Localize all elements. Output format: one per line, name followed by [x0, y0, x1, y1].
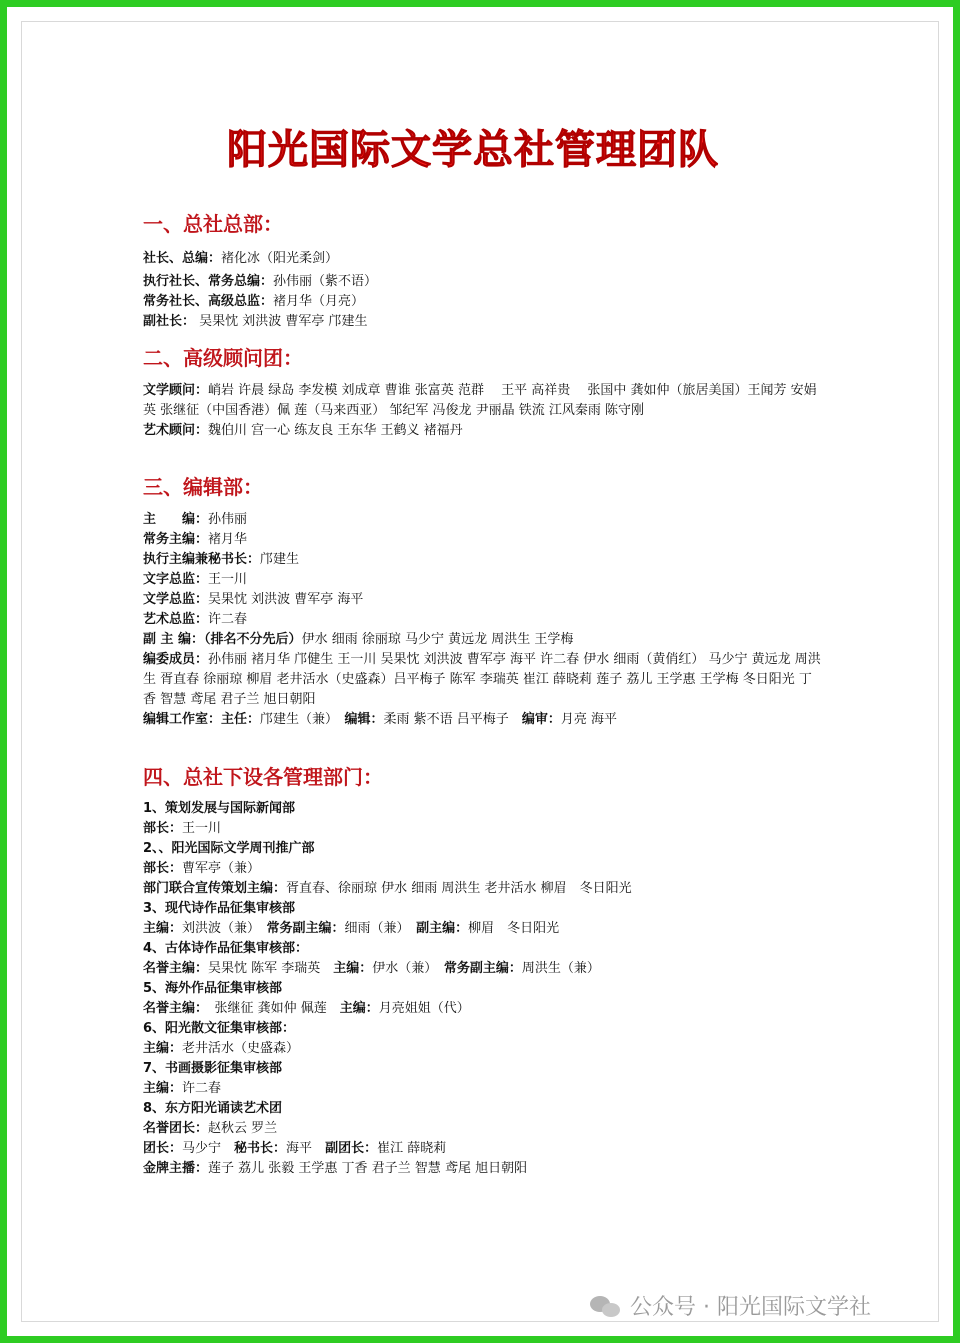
row — [143, 1039, 823, 1059]
row-label: 执行社长、常务总编： — [143, 274, 274, 289]
row-label: 主编： — [339, 1001, 379, 1016]
row-label: 常务副主编： — [443, 961, 522, 976]
page-title: 阳光国际文学总社管理团队 — [227, 127, 719, 173]
row-text: 崔江 薛晓莉 — [377, 1141, 447, 1156]
row-label: 主编： — [333, 961, 373, 976]
row — [143, 590, 823, 610]
row-text: 峭岩 许晨 绿岛 李发模 刘成章 曹谁 张富英 范群 王平 高祥贵 张国中 龚如仲（旅居美国）王闻芳 安娟英 张继征（中国香港）佩 莲（马来西亚） 邹纪军 冯俊龙 尹丽晶 铁流 江风秦雨 陈守刚 — [143, 383, 817, 418]
row-label: 7、书画摄影征集审核部 — [143, 1061, 283, 1076]
row-text: 魏伯川 宫一心 练友良 王东华 王鹤义 褚福丹 — [208, 423, 463, 438]
row-label: 编委成员： — [143, 652, 209, 667]
row-label: 秘书长： — [234, 1141, 287, 1156]
row-text: 褚化冰（阳光柔剑） — [221, 251, 339, 266]
row — [143, 979, 823, 999]
row-text: 细雨（兼） — [344, 921, 417, 936]
row-label: 副社长： — [143, 314, 196, 329]
row-label: 8、东方阳光诵读艺术团 — [143, 1101, 283, 1116]
row — [143, 899, 823, 919]
row — [143, 292, 823, 312]
section-heading-3: 三、编辑部： — [143, 475, 263, 499]
row-label: 社长、总编： — [143, 251, 222, 266]
section-1-block — [143, 249, 823, 332]
row-text: 赵秋云 罗兰 — [208, 1121, 278, 1136]
row — [143, 879, 823, 899]
row-label: 文字总监： — [143, 572, 209, 587]
row-label: 部长： — [143, 861, 183, 876]
row-text: 莲子 荔儿 张毅 王学惠 丁香 君子兰 智慧 鸢尾 旭日朝阳 — [208, 1161, 528, 1176]
row-text: 伊水（兼） — [372, 961, 444, 976]
row-text: 吴果忱 陈军 李瑞英 — [208, 961, 334, 976]
row-text: 老井活水（史盛森） — [182, 1041, 300, 1056]
row — [143, 312, 823, 332]
row-label: 4、古体诗作品征集审核部： — [143, 941, 309, 956]
section-heading-1: 一、总社总部： — [143, 212, 283, 236]
row-text: 吴果忱 刘洪波 曹军亭 邝建生 — [195, 314, 368, 329]
row-text: 吴果忱 刘洪波 曹军亭 海平 — [208, 592, 364, 607]
row-text: 柳眉 冬日阳光 — [468, 921, 560, 936]
row-label: 名誉主编： — [143, 961, 209, 976]
row-text: 王一川 — [182, 821, 222, 836]
row-text: 邝建生 — [260, 552, 300, 567]
row — [143, 1139, 823, 1159]
row-text: 王一川 — [208, 572, 248, 587]
section-3-block — [143, 510, 823, 730]
row-label: 2、、阳光国际文学周刊推广部 — [143, 841, 315, 856]
row-text: 孙伟丽 褚月华 邝健生 王一川 吴果忱 刘洪波 曹军亭 海平 许二春 伊水 细雨（黄俏红） 马少宁 黄远龙 周洪生 胥直春 徐丽琼 柳眉 老井活水（史盛森）吕平梅子 陈军 李瑞英 崔江 薛晓莉 莲子 荔儿 王学惠 王学梅 冬日阳光 丁香 智慧 鸢尾 君子兰 旭日朝阳 — [143, 652, 821, 707]
row-text: 许二春 — [208, 612, 248, 627]
row-text: 许二春 — [182, 1081, 222, 1096]
row — [143, 839, 823, 859]
row — [143, 510, 823, 530]
row-text: 孙伟丽 — [208, 512, 248, 527]
row-label: 艺术总监： — [143, 612, 209, 627]
row-label: 编审： — [521, 712, 561, 727]
wechat-icon — [590, 1294, 622, 1318]
row-label: 部长： — [143, 821, 183, 836]
row-text: 褚月华 — [208, 532, 248, 547]
row-label: 副主编： — [416, 921, 469, 936]
row-label: 5、海外作品征集审核部 — [143, 981, 283, 996]
row-label: 编辑： — [344, 712, 384, 727]
row-text: 曹军亭（兼） — [182, 861, 261, 876]
row-label: 主编： — [143, 921, 183, 936]
row-text: 刘洪波（兼） — [182, 921, 267, 936]
row — [143, 1019, 823, 1039]
row-label: 6、阳光散文征集审核部： — [143, 1021, 296, 1036]
row-label: 编辑工作室：主任： — [143, 712, 261, 727]
row — [143, 939, 823, 959]
section-heading-4: 四、总社下设各管理部门： — [143, 765, 383, 789]
row — [143, 959, 823, 979]
row-text: 马少宁 — [182, 1141, 235, 1156]
row-text: 海平 — [286, 1141, 326, 1156]
section-heading-2: 二、高级顾问团： — [143, 346, 303, 370]
row-label: 团长： — [143, 1141, 183, 1156]
row-label: 1、策划发展与国际新闻部 — [143, 801, 296, 816]
row-label: 副 主 编：（排名不分先后） — [143, 632, 302, 647]
row — [143, 570, 823, 590]
row-text: 邝建生（兼） — [260, 712, 345, 727]
row-text: 周洪生（兼） — [521, 961, 600, 976]
row-label: 副团长： — [325, 1141, 378, 1156]
row-text: 胥直春、徐丽琼 伊水 细雨 周洪生 老井活水 柳眉 冬日阳光 — [286, 881, 632, 896]
row — [143, 650, 823, 710]
section-2-block — [143, 381, 823, 441]
row-label: 常务副主编： — [266, 921, 345, 936]
row — [143, 610, 823, 630]
row-label: 名誉主编： — [143, 1001, 202, 1016]
row-label: 常务社长、高级总监： — [143, 294, 274, 309]
row-text: 月亮姐姐（代） — [378, 1001, 470, 1016]
watermark — [590, 1290, 871, 1321]
row — [143, 421, 823, 441]
row-label: 常务主编： — [143, 532, 209, 547]
row — [143, 272, 823, 292]
row-label: 主 编： — [143, 512, 209, 527]
row — [143, 919, 823, 939]
row-label: 文学顾问： — [143, 383, 209, 398]
row — [143, 710, 823, 730]
row-text: 孙伟丽（紫不语） — [273, 274, 378, 289]
row — [143, 630, 823, 650]
row-label: 艺术顾问： — [143, 423, 209, 438]
row — [143, 1059, 823, 1079]
row-text: 张继征 龚如仲 佩莲 — [201, 1001, 340, 1016]
row — [143, 799, 823, 819]
row-text: 伊水 细雨 徐丽琼 马少宁 黄远龙 周洪生 王学梅 — [301, 632, 574, 647]
row-label: 3、现代诗作品征集审核部 — [143, 901, 296, 916]
row — [143, 381, 823, 421]
section-4-block — [143, 799, 823, 1179]
row-text: 柔雨 紫不语 吕平梅子 — [383, 712, 522, 727]
row — [143, 999, 823, 1019]
row-text: 褚月华（月亮） — [273, 294, 365, 309]
row — [143, 1119, 823, 1139]
row — [143, 1159, 823, 1179]
row-text: 月亮 海平 — [560, 712, 617, 727]
watermark-text: 公众号 · 阳光国际文学社 — [630, 1295, 871, 1320]
row-label: 文学总监： — [143, 592, 209, 607]
row — [143, 530, 823, 550]
row-label: 金牌主播： — [143, 1161, 209, 1176]
row — [143, 550, 823, 570]
row-label: 执行主编兼秘书长： — [143, 552, 261, 567]
row — [143, 249, 823, 269]
row — [143, 1099, 823, 1119]
row — [143, 1079, 823, 1099]
row — [143, 819, 823, 839]
row — [143, 859, 823, 879]
row-label: 主编： — [143, 1041, 183, 1056]
row-label: 主编： — [143, 1081, 183, 1096]
row-label: 部门联合宣传策划主编： — [143, 881, 287, 896]
row-label: 名誉团长： — [143, 1121, 209, 1136]
